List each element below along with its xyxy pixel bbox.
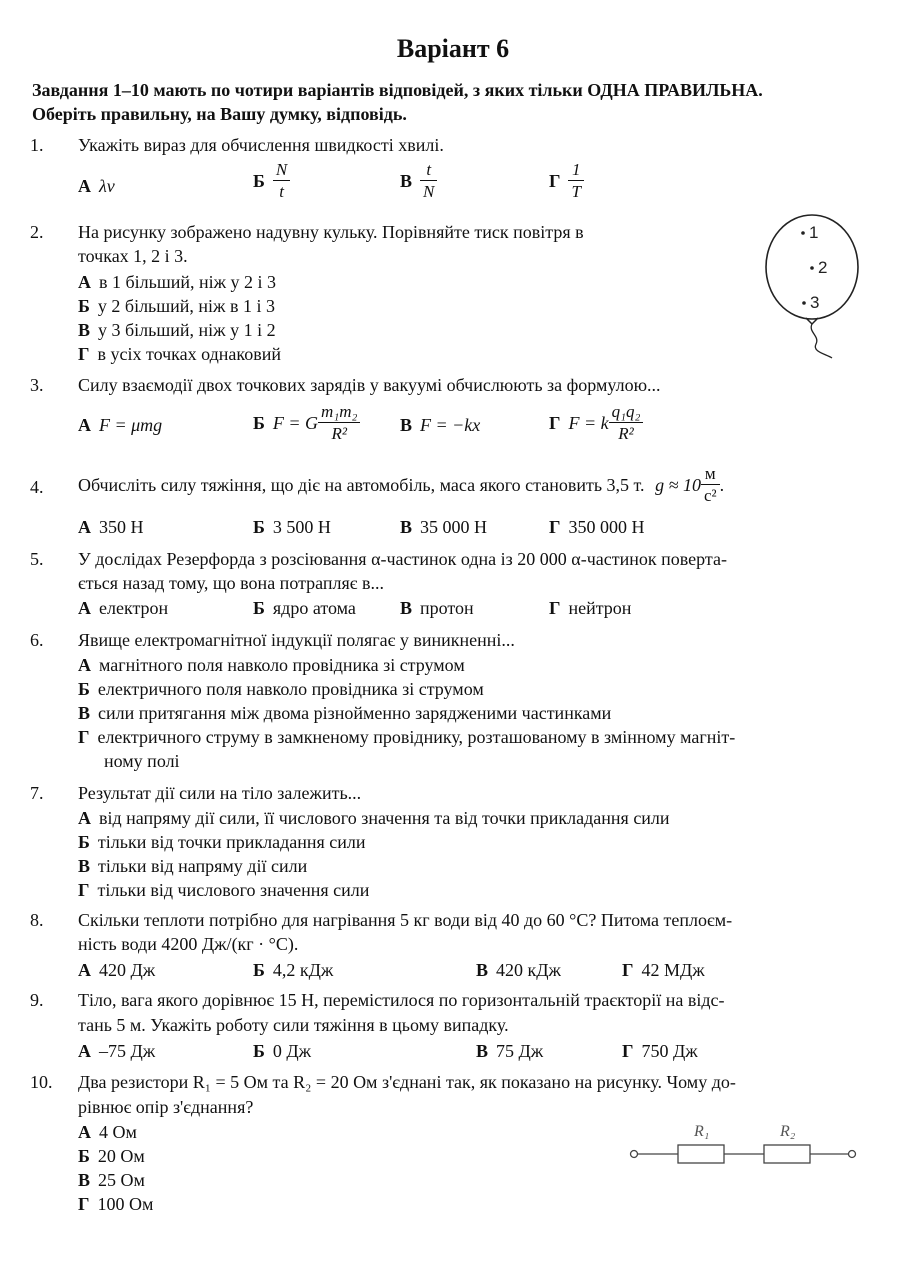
q6-option-a[interactable]: [78, 655, 465, 676]
option-text: в усіх точках однаковий: [97, 344, 281, 364]
option-letter: Г: [78, 727, 90, 747]
fraction: [568, 160, 583, 203]
option-letter: В: [78, 856, 91, 876]
denominator: с²: [703, 486, 717, 505]
option-letter: Б: [78, 296, 90, 316]
q4-option-a[interactable]: [78, 517, 144, 538]
option-text: електрон: [99, 598, 169, 618]
option-text: 420 кДж: [496, 960, 561, 980]
q1-option-a[interactable]: [78, 176, 115, 197]
denominator: T: [571, 182, 581, 201]
q4-option-c[interactable]: [400, 517, 487, 538]
option-letter: Б: [253, 171, 265, 191]
option-letter: Г: [622, 960, 634, 980]
q10-option-c[interactable]: [78, 1170, 145, 1191]
option-text: сили притягання між двома різнойменно зарядженими частинками: [98, 703, 612, 723]
option-text: 0 Дж: [272, 1041, 312, 1061]
q5-number: 5.: [30, 549, 44, 569]
q2-option-b[interactable]: [78, 296, 275, 317]
numerator: m₁m₂: [318, 402, 360, 423]
q4-number: 4.: [30, 477, 44, 497]
option-letter: Б: [253, 960, 265, 980]
option-text: 20 Ом: [97, 1146, 145, 1166]
numerator: 1: [568, 160, 583, 181]
option-text: 3 500 Н: [272, 517, 331, 537]
option-text: 4 Ом: [99, 1122, 137, 1142]
q2-option-a[interactable]: [78, 272, 276, 293]
fraction: [609, 402, 644, 445]
option-text: 35 000 Н: [420, 517, 488, 537]
option-text: електричного поля навколо провідника зі струмом: [97, 679, 484, 699]
q3-text: Силу взаємодії двох точкових зарядів у вакуумі обчислюють за формулою...: [78, 375, 661, 395]
q6-option-c[interactable]: [78, 703, 611, 724]
q7-number: 7.: [30, 783, 44, 803]
option-letter: А: [78, 415, 91, 435]
option-letter: В: [78, 1170, 91, 1190]
formula-prefix: F = k: [568, 413, 609, 433]
formula-prefix: F = G: [272, 413, 319, 433]
numerator: N: [273, 160, 290, 181]
option-letter: В: [400, 598, 413, 618]
option-letter: Б: [78, 679, 90, 699]
q7-option-c[interactable]: [78, 856, 307, 877]
option-formula: F = μmg: [99, 415, 163, 435]
instructions-line-2: Оберіть правильну, на Вашу думку, відповідь.: [32, 104, 407, 124]
q4-text-row: [78, 464, 724, 507]
option-text: електричного струму в замкненому провіднику, розташованому в змінному магніт-: [97, 727, 736, 747]
q6-option-d-continuation: ному полі: [104, 751, 180, 771]
q2-number: 2.: [30, 222, 44, 242]
q1-number: 1.: [30, 135, 44, 155]
q8-option-a[interactable]: [78, 960, 155, 981]
option-letter: А: [78, 272, 91, 292]
q8-option-c[interactable]: [476, 960, 561, 981]
q5-option-b[interactable]: [253, 598, 356, 619]
point-3-label: 3: [810, 293, 820, 312]
r2-label: R₂: [780, 1123, 796, 1140]
option-text: магнітного поля навколо провідника зі струмом: [99, 655, 465, 675]
q3-number: 3.: [30, 375, 44, 395]
numerator: q₁q₂: [609, 402, 644, 423]
option-letter: А: [78, 1122, 91, 1142]
fraction: [318, 402, 360, 445]
q3-option-a[interactable]: [78, 415, 162, 436]
option-text: протон: [420, 598, 474, 618]
q6-text: Явище електромагнітної індукції полягає у виникненні...: [78, 630, 515, 650]
option-letter: Г: [78, 880, 90, 900]
q2-option-d[interactable]: [78, 344, 281, 365]
q8-number: 8.: [30, 910, 44, 930]
r1-label: R₁: [694, 1123, 710, 1140]
q5-option-a[interactable]: [78, 598, 168, 619]
option-text: ядро атома: [272, 598, 356, 618]
denominator: R²: [331, 424, 347, 443]
option-letter: В: [476, 960, 489, 980]
option-letter: Г: [549, 413, 561, 433]
option-letter: Б: [253, 517, 265, 537]
option-text: 75 Дж: [496, 1041, 544, 1061]
q7-text: Результат дії сили на тіло залежить...: [78, 783, 362, 803]
option-letter: А: [78, 176, 91, 196]
instructions-line-1: Завдання 1–10 мають по чотири варіантів відповідей, з яких тільки ОДНА ПРАВИЛЬНА.: [32, 80, 763, 100]
q2-text-line-2: точках 1, 2 і 3.: [78, 246, 188, 266]
option-letter: Б: [253, 598, 265, 618]
q8-text-line-2: ність води 4200 Дж/(кг · °С).: [78, 934, 299, 954]
option-text: 350 Н: [99, 517, 144, 537]
option-formula: F = −kx: [420, 415, 481, 435]
option-text: 25 Ом: [98, 1170, 145, 1190]
option-text: в 1 більший, ніж у 2 і 3: [99, 272, 277, 292]
option-text: 420 Дж: [99, 960, 156, 980]
q5-text-line-1: У дослідах Резерфорда з розсіювання α-частинок одна із 20 000 α-частинок поверта-: [78, 549, 727, 569]
option-text: тільки від числового значення сили: [97, 880, 370, 900]
option-letter: В: [400, 171, 413, 191]
point-3-dot: [802, 301, 806, 305]
page-title: Варіант 6: [396, 34, 510, 63]
option-letter: Г: [78, 1194, 90, 1214]
q10-option-b[interactable]: [78, 1146, 145, 1167]
q4-option-d[interactable]: [549, 517, 644, 538]
q2-text-line-1: На рисунку зображено надувну кульку. Порівняйте тиск повітря в: [78, 222, 584, 242]
q4-option-b[interactable]: [253, 517, 331, 538]
point-1-label: 1: [809, 223, 819, 242]
denominator: N: [423, 182, 435, 201]
point-2-label: 2: [818, 258, 828, 277]
q1-option-d[interactable]: [549, 160, 584, 203]
option-text: тільки від напряму дії сили: [98, 856, 308, 876]
option-letter: Г: [549, 517, 561, 537]
option-text: 42 МДж: [641, 960, 705, 980]
q10-text-line-1: Два резистори R₁ = 5 Ом та R₂ = 20 Ом з'єднані так, як показано на рисунку. Чому до-: [78, 1072, 736, 1092]
q2-option-c[interactable]: [78, 320, 276, 341]
option-text: у 2 більший, ніж в 1 і 3: [97, 296, 275, 316]
option-letter: Б: [78, 1146, 90, 1166]
option-letter: В: [78, 320, 91, 340]
balloon-string: [811, 324, 832, 358]
q9-text-line-1: Тіло, вага якого дорівнює 15 Н, перемістилося по горизонтальній траєкторії на відс-: [78, 990, 725, 1010]
option-letter: В: [400, 415, 413, 435]
option-letter: Б: [253, 1041, 265, 1061]
resistor-r2: [764, 1145, 810, 1163]
option-letter: А: [78, 1041, 91, 1061]
option-letter: А: [78, 960, 91, 980]
option-letter: Г: [622, 1041, 634, 1061]
q4-g-prefix: g ≈ 10: [655, 475, 701, 495]
option-text: тільки від точки прикладання сили: [97, 832, 366, 852]
q10-number: 10.: [30, 1072, 53, 1092]
option-letter: А: [78, 598, 91, 618]
fraction: [273, 160, 290, 203]
option-text: нейтрон: [568, 598, 632, 618]
q9-number: 9.: [30, 990, 44, 1010]
q5-text-line-2: ється назад тому, що вона потрапляє в...: [78, 573, 385, 593]
q9-option-c[interactable]: [476, 1041, 543, 1062]
option-text: 750 Дж: [641, 1041, 698, 1061]
q6-option-d[interactable]: [78, 727, 735, 748]
terminal-right: [849, 1151, 856, 1158]
option-text: –75 Дж: [99, 1041, 156, 1061]
q1-option-c[interactable]: [400, 160, 437, 203]
option-letter: В: [78, 703, 91, 723]
option-letter: Г: [78, 344, 90, 364]
point-1-dot: [801, 231, 805, 235]
terminal-left: [631, 1151, 638, 1158]
q8-text-line-1: Скільки теплоти потрібно для нагрівання 5 кг води від 40 до 60 °С? Питома теплоєм-: [78, 910, 733, 930]
q9-option-b[interactable]: [253, 1041, 311, 1062]
q3-option-c[interactable]: [400, 415, 480, 436]
q5-option-c[interactable]: [400, 598, 474, 619]
q4-text: Обчисліть силу тяжіння, що діє на автомобіль, маса якого становить 3,5 т.: [78, 475, 645, 495]
option-letter: А: [78, 655, 91, 675]
q10-option-d[interactable]: [78, 1194, 153, 1215]
option-text: 350 000 Н: [568, 517, 645, 537]
q4-g-unit: [701, 464, 720, 507]
q10-option-a[interactable]: [78, 1122, 137, 1143]
option-letter: Б: [78, 832, 90, 852]
option-text: 100 Ом: [97, 1194, 154, 1214]
option-value: λν: [99, 176, 115, 196]
q1-option-b[interactable]: [253, 160, 290, 203]
option-letter: Б: [253, 413, 265, 433]
option-letter: В: [400, 517, 413, 537]
q1-text: Укажіть вираз для обчислення швидкості хвилі.: [78, 135, 444, 155]
q6-number: 6.: [30, 630, 44, 650]
q9-option-d[interactable]: [622, 1041, 698, 1062]
q4-g-suffix: .: [719, 475, 725, 495]
option-letter: В: [476, 1041, 489, 1061]
numerator: t: [420, 160, 437, 181]
q3-option-d[interactable]: [549, 402, 643, 445]
denominator: t: [279, 182, 284, 201]
option-letter: Г: [549, 171, 561, 191]
q8-option-d[interactable]: [622, 960, 705, 981]
q9-option-a[interactable]: [78, 1041, 155, 1062]
option-text: 4,2 кДж: [272, 960, 334, 980]
q6-option-b[interactable]: [78, 679, 484, 700]
q7-option-b[interactable]: [78, 832, 366, 853]
q3-option-b[interactable]: [253, 402, 360, 445]
balloon-figure: [760, 212, 870, 367]
denominator: R²: [618, 424, 634, 443]
q8-option-b[interactable]: [253, 960, 333, 981]
q10-text-line-2: рівнює опір з'єднання?: [78, 1097, 254, 1117]
q7-option-a[interactable]: [78, 808, 670, 829]
numerator: м: [701, 464, 720, 485]
resistor-r1: [678, 1145, 724, 1163]
q9-text-line-2: тань 5 м. Укажіть роботу сили тяжіння в цьому випадку.: [78, 1015, 509, 1035]
fraction: [420, 160, 437, 203]
q5-option-d[interactable]: [549, 598, 631, 619]
option-text: у 3 більший, ніж у 1 і 2: [98, 320, 276, 340]
option-letter: Г: [549, 598, 561, 618]
option-text: від напряму дії сили, її числового значення та від точки прикладання сили: [99, 808, 670, 828]
resistor-circuit-figure: [622, 1116, 866, 1168]
q7-option-d[interactable]: [78, 880, 369, 901]
option-letter: А: [78, 517, 91, 537]
option-letter: А: [78, 808, 91, 828]
point-2-dot: [810, 266, 814, 270]
